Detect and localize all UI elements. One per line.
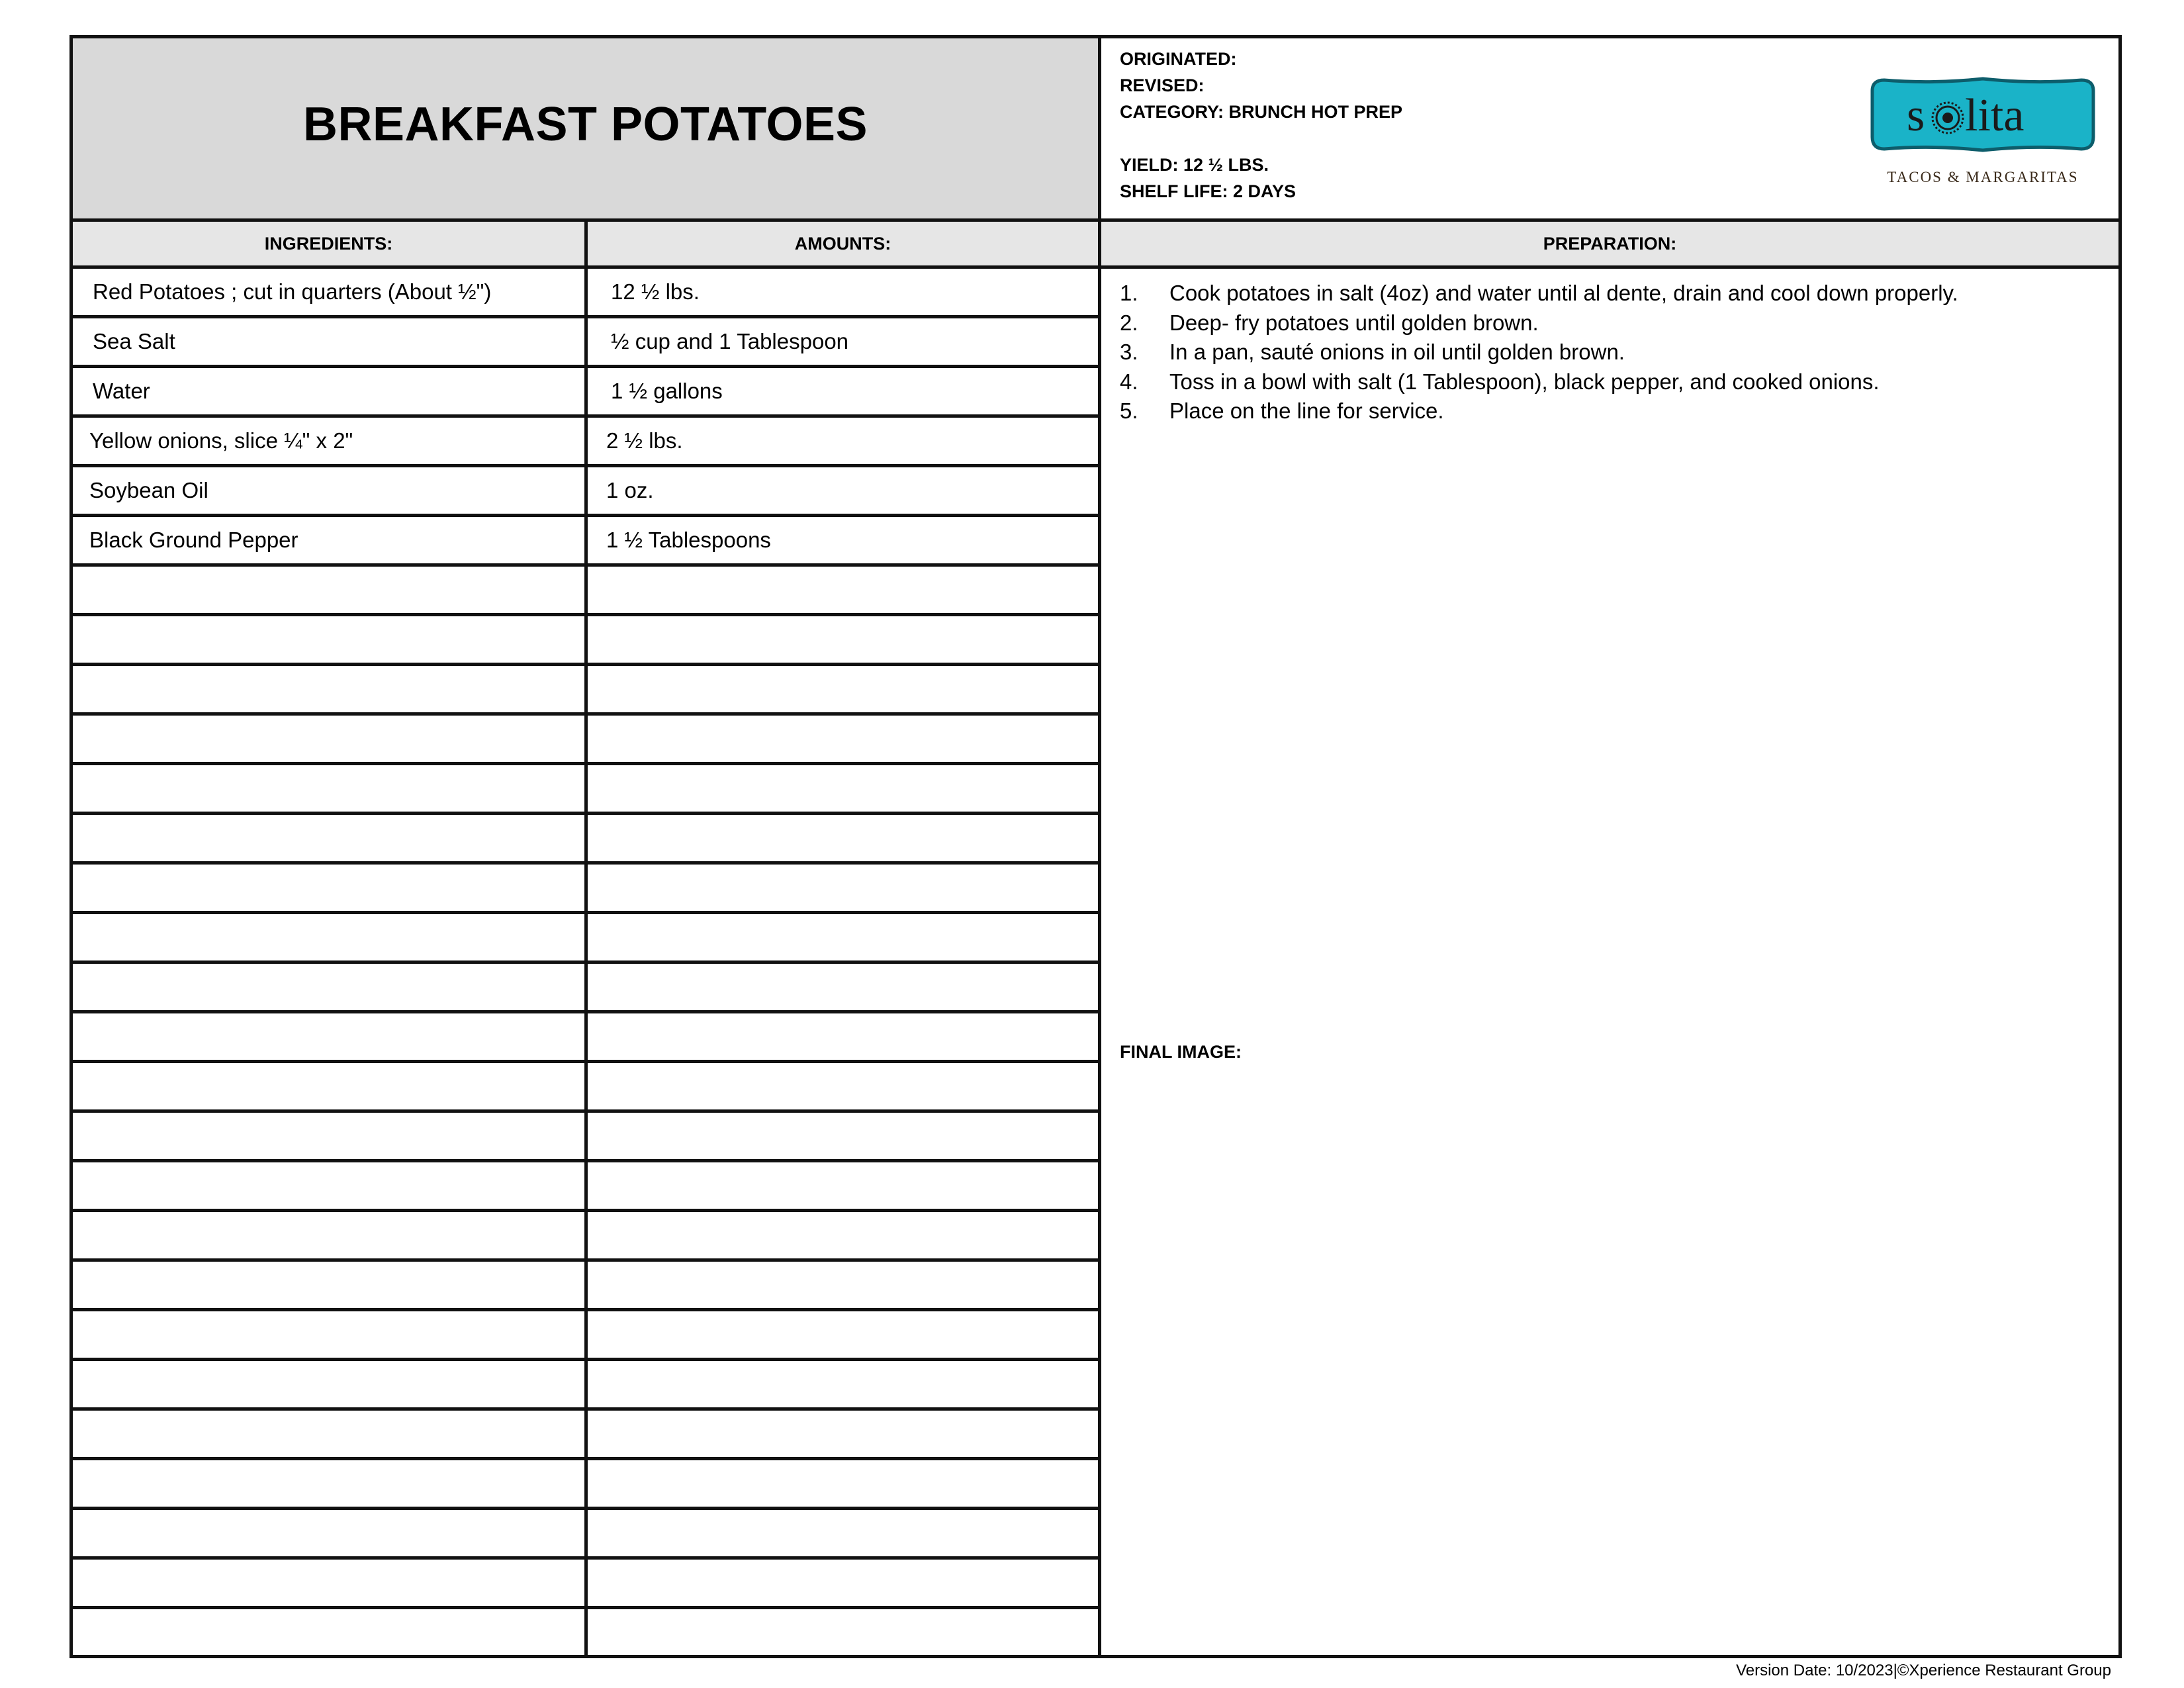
- table-row: [73, 1013, 1098, 1063]
- table-row: [73, 1162, 1098, 1212]
- preparation-step: [1120, 338, 1958, 367]
- table-row: [73, 1212, 1098, 1262]
- ingredient-name: [73, 1609, 584, 1656]
- table-row: [73, 765, 1098, 815]
- table-row: [73, 1262, 1098, 1311]
- table-row: [73, 964, 1098, 1013]
- ingredient-name: Red Potatoes ; cut in quarters (About ½"): [93, 279, 492, 304]
- table-row: [73, 815, 1098, 865]
- table-row: [73, 666, 1098, 716]
- ingredient-amount: [588, 1262, 1098, 1308]
- table-row: [73, 1311, 1098, 1361]
- ingredient-amount: [588, 1113, 1098, 1159]
- ingredient-amount: [588, 1510, 1098, 1556]
- ingredient-name: [73, 1162, 584, 1209]
- ingredient-amount: [588, 716, 1098, 762]
- ingredient-amount: [588, 815, 1098, 861]
- ingredient-name: Sea Salt: [93, 329, 175, 353]
- yield-label: YIELD: 12 ½ LBS.: [1120, 155, 1269, 175]
- ingredients-table: [73, 269, 1098, 1658]
- logo-brand-s: s: [1907, 90, 1925, 141]
- table-row: [73, 368, 1098, 418]
- amounts-header: AMOUNTS:: [588, 222, 1098, 265]
- step-text: Toss in a bowl with salt (1 Tablespoon), black pepper, and cooked onions.: [1169, 369, 1880, 394]
- ingredient-amount: [588, 1609, 1098, 1656]
- table-row: [73, 1609, 1098, 1658]
- revised-label: REVISED:: [1120, 75, 1205, 95]
- table-row: [73, 1361, 1098, 1411]
- ingredient-name: [73, 1013, 584, 1060]
- ingredient-name: [73, 1361, 584, 1407]
- preparation-step: [1120, 397, 1958, 426]
- originated-label: ORIGINATED:: [1120, 49, 1237, 69]
- step-text: Place on the line for service.: [1169, 399, 1444, 423]
- logo-tagline: TACOS & MARGARITAS: [1887, 169, 2079, 185]
- step-number: 3.: [1120, 340, 1138, 364]
- ingredient-name: [73, 1262, 584, 1308]
- ingredient-name: [73, 765, 584, 812]
- table-row: [73, 318, 1098, 368]
- title-cell: [73, 38, 1098, 218]
- preparation-step: [1120, 367, 1958, 397]
- ingredient-name: [73, 1460, 584, 1507]
- preparation-steps: [1120, 279, 1958, 426]
- table-row: [73, 418, 1098, 467]
- recipe-card: [69, 35, 2122, 1658]
- table-row: [73, 1063, 1098, 1113]
- table-row: [73, 1510, 1098, 1560]
- ingredient-name: [73, 616, 584, 663]
- ingredient-amount: [588, 1460, 1098, 1507]
- table-row: [73, 1411, 1098, 1460]
- ingredient-amount: [588, 1013, 1098, 1060]
- ingredient-name: [73, 1311, 584, 1358]
- shelf-life-label: SHELF LIFE: 2 DAYS: [1120, 181, 1297, 201]
- ingredient-amount: [588, 666, 1098, 712]
- ingredient-amount: [588, 1411, 1098, 1457]
- step-number: 2.: [1120, 310, 1138, 335]
- ingredient-name: [73, 567, 584, 613]
- ingredient-name: Black Ground Pepper: [89, 528, 298, 552]
- step-number: 1.: [1120, 281, 1138, 305]
- preparation-area: [1101, 269, 2118, 1658]
- preparation-header: PREPARATION:: [1101, 222, 2118, 265]
- ingredient-amount: 1 ½ Tablespoons: [606, 528, 771, 552]
- table-row: [73, 567, 1098, 616]
- step-text: Cook potatoes in salt (4oz) and water until al dente, drain and cool down properly.: [1169, 281, 1958, 305]
- table-row: [73, 467, 1098, 517]
- ingredient-amount: 12 ½ lbs.: [611, 279, 700, 304]
- ingredient-name: [73, 815, 584, 861]
- ingredient-name: [73, 865, 584, 911]
- ingredient-amount: [588, 865, 1098, 911]
- ingredient-name: [73, 1212, 584, 1258]
- ingredient-amount: [588, 914, 1098, 961]
- ingredient-amount: [588, 567, 1098, 613]
- ingredient-amount: [588, 1311, 1098, 1358]
- preparation-step: [1120, 308, 1958, 338]
- table-row: [73, 1560, 1098, 1609]
- step-text: In a pan, sauté onions in oil until golden brown.: [1169, 340, 1625, 364]
- step-number: 5.: [1120, 399, 1138, 423]
- ingredient-amount: [588, 616, 1098, 663]
- table-row: [73, 716, 1098, 765]
- ingredient-name: Yellow onions, slice ¼" x 2": [89, 428, 353, 453]
- ingredient-name: [73, 1411, 584, 1457]
- ingredient-amount: 1 oz.: [606, 478, 654, 502]
- step-number: 4.: [1120, 369, 1138, 394]
- ingredient-name: [73, 1063, 584, 1109]
- table-row: [73, 517, 1098, 567]
- ingredient-name: [73, 1560, 584, 1606]
- ingredient-amount: ½ cup and 1 Tablespoon: [611, 329, 849, 353]
- ingredient-amount: [588, 1560, 1098, 1606]
- ingredient-name: [73, 964, 584, 1010]
- ingredients-header: INGREDIENTS:: [73, 222, 584, 265]
- ingredient-amount: 2 ½ lbs.: [606, 428, 683, 453]
- ingredient-amount: [588, 1162, 1098, 1209]
- step-text: Deep- fry potatoes until golden brown.: [1169, 310, 1539, 335]
- ingredient-name: [73, 914, 584, 961]
- recipe-meta: [1101, 38, 2118, 218]
- ingredient-amount: [588, 1212, 1098, 1258]
- ingredient-name: [73, 666, 584, 712]
- table-row: [73, 1113, 1098, 1162]
- recipe-title: BREAKFAST POTATOES: [302, 98, 868, 151]
- ingredient-amount: [588, 964, 1098, 1010]
- table-row: [73, 616, 1098, 666]
- ingredient-amount: [588, 1063, 1098, 1109]
- version-footer: Version Date: 10/2023|©Xperience Restaurant Group: [1736, 1662, 2111, 1679]
- final-image-label: FINAL IMAGE:: [1120, 1042, 1242, 1062]
- preparation-step: [1120, 279, 1958, 308]
- table-row: [73, 269, 1098, 318]
- ingredient-name: Soybean Oil: [89, 478, 208, 502]
- table-row: [73, 1460, 1098, 1510]
- logo-brand-rest: lita: [1965, 90, 2025, 141]
- ingredient-name: [73, 1113, 584, 1159]
- ingredient-name: Water: [93, 379, 150, 403]
- ingredient-amount: [588, 765, 1098, 812]
- ingredient-name: [73, 716, 584, 762]
- table-row: [73, 865, 1098, 914]
- table-row: [73, 914, 1098, 964]
- solita-logo: [1866, 75, 2101, 220]
- ingredient-amount: [588, 1361, 1098, 1407]
- ingredient-name: [73, 1510, 584, 1556]
- category-label: CATEGORY: BRUNCH HOT PREP: [1120, 102, 1403, 122]
- ingredient-amount: 1 ½ gallons: [611, 379, 723, 403]
